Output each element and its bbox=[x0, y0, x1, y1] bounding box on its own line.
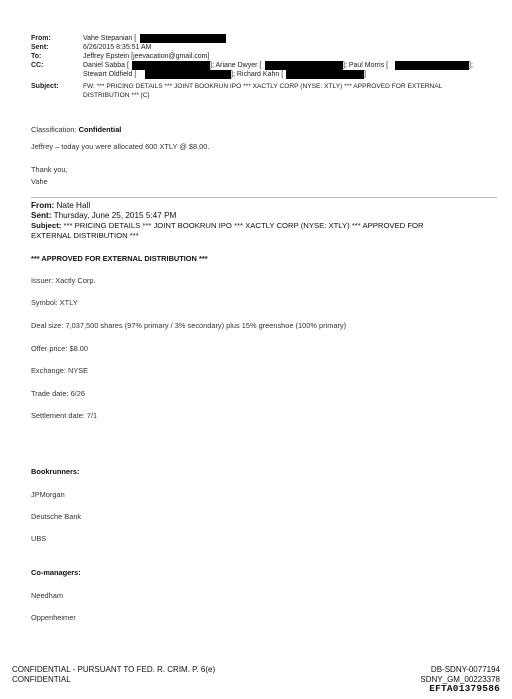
from-label: From: bbox=[31, 35, 51, 42]
list-item: UBS bbox=[31, 534, 47, 543]
cc-value: Daniel Sabba [ bbox=[83, 62, 129, 69]
cc-value: ] bbox=[364, 71, 366, 78]
comanagers-heading: Co-managers: bbox=[31, 568, 81, 577]
sent-label: Sent: bbox=[31, 44, 49, 51]
cc-value: ]; Ariane Dwyer [ bbox=[210, 62, 262, 69]
cc-value: ]; Paul Morris [ bbox=[343, 62, 389, 69]
approved-heading: *** APPROVED FOR EXTERNAL DISTRIBUTION *** bbox=[31, 254, 208, 263]
bates-number: DB-SDNY-0077194 bbox=[430, 665, 500, 674]
list-item: JPMorgan bbox=[31, 490, 65, 499]
redaction-bar bbox=[132, 61, 210, 70]
confidential-label: CONFIDENTIAL bbox=[12, 675, 71, 684]
fwd-sent-label: Sent: bbox=[31, 211, 52, 220]
fwd-sent bbox=[31, 211, 176, 221]
list-item: Needham bbox=[31, 591, 64, 600]
cc-value: Stewart Oldfield [ bbox=[83, 71, 137, 78]
offer-price-line: Offer price: $8.00 bbox=[31, 344, 88, 353]
redaction-bar bbox=[265, 61, 343, 70]
to-label: To: bbox=[31, 53, 42, 60]
bookrunners-heading: Bookrunners: bbox=[31, 467, 80, 476]
to-value: Jeffrey Epstein [jeevacation@gmail.com] bbox=[83, 53, 210, 60]
fwd-subject bbox=[31, 221, 424, 231]
classification-label bbox=[31, 125, 121, 134]
symbol-line: Symbol: XTLY bbox=[31, 298, 78, 307]
trade-date-line: Trade date: 6/26 bbox=[31, 389, 85, 398]
issuer-line: Issuer: Xactly Corp. bbox=[31, 276, 96, 285]
cc-label: CC: bbox=[31, 62, 44, 69]
divider bbox=[31, 197, 497, 198]
fwd-from-value: Nate Hall bbox=[56, 201, 91, 210]
classification-value: Confidential bbox=[78, 125, 122, 134]
subject-value: FW: *** PRICING DETAILS *** JOINT BOOKRUN IPO *** XACTLY CORP (NYSE: XTLY) *** APPROVED FOR EXTERNAL bbox=[83, 83, 443, 90]
redaction-bar bbox=[286, 70, 364, 79]
cc-value: ]; bbox=[469, 62, 473, 69]
subject-value-cont: DISTRIBUTION *** [C] bbox=[83, 92, 150, 99]
bates-number: SDNY_GM_00223378 bbox=[420, 675, 500, 684]
list-item: Oppenheimer bbox=[31, 613, 76, 622]
redaction-bar bbox=[395, 61, 469, 70]
fwd-subject-value: *** PRICING DETAILS *** JOINT BOOKRUN IPO *** XACTLY CORP (NYSE: XTLY) *** APPROVED FOR bbox=[63, 221, 424, 230]
signature: Vahe bbox=[31, 177, 48, 186]
message-line: Jeffrey – today you were allocated 600 XTLY @ $8.00. bbox=[31, 142, 210, 151]
deal-size-line: Deal size: 7,037,500 shares (97% primary / 3% secondary) plus 15% greenshoe (100% primary) bbox=[31, 321, 347, 330]
redaction-bar bbox=[145, 70, 231, 79]
efta-number: EFTA01379586 bbox=[429, 683, 500, 694]
fwd-subject-cont: EXTERNAL DISTRIBUTION *** bbox=[31, 231, 139, 240]
exchange-line: Exchange: NYSE bbox=[31, 366, 89, 375]
redaction-bar bbox=[140, 34, 226, 43]
from-value: Vahe Stepanian [ bbox=[83, 35, 137, 42]
fwd-sent-value: Thursday, June 25, 2015 5:47 PM bbox=[53, 211, 177, 220]
sent-value: 6/26/2015 8:35:51 AM bbox=[83, 44, 152, 51]
cc-value: ]; Richard Kahn [ bbox=[231, 71, 284, 78]
classification-label-text: Classification: bbox=[31, 125, 77, 134]
confidential-notice: CONFIDENTIAL - PURSUANT TO FED. R. CRIM. P. 6(e) bbox=[12, 665, 216, 674]
settlement-date-line: Settlement date: 7/1 bbox=[31, 411, 98, 420]
list-item: Deutsche Bank bbox=[31, 512, 82, 521]
fwd-from bbox=[31, 201, 90, 211]
thanks-line: Thank you, bbox=[31, 165, 68, 174]
fwd-subject-label: Subject: bbox=[31, 221, 62, 230]
fwd-from-label: From: bbox=[31, 201, 55, 210]
subject-label: Subject: bbox=[31, 83, 59, 90]
